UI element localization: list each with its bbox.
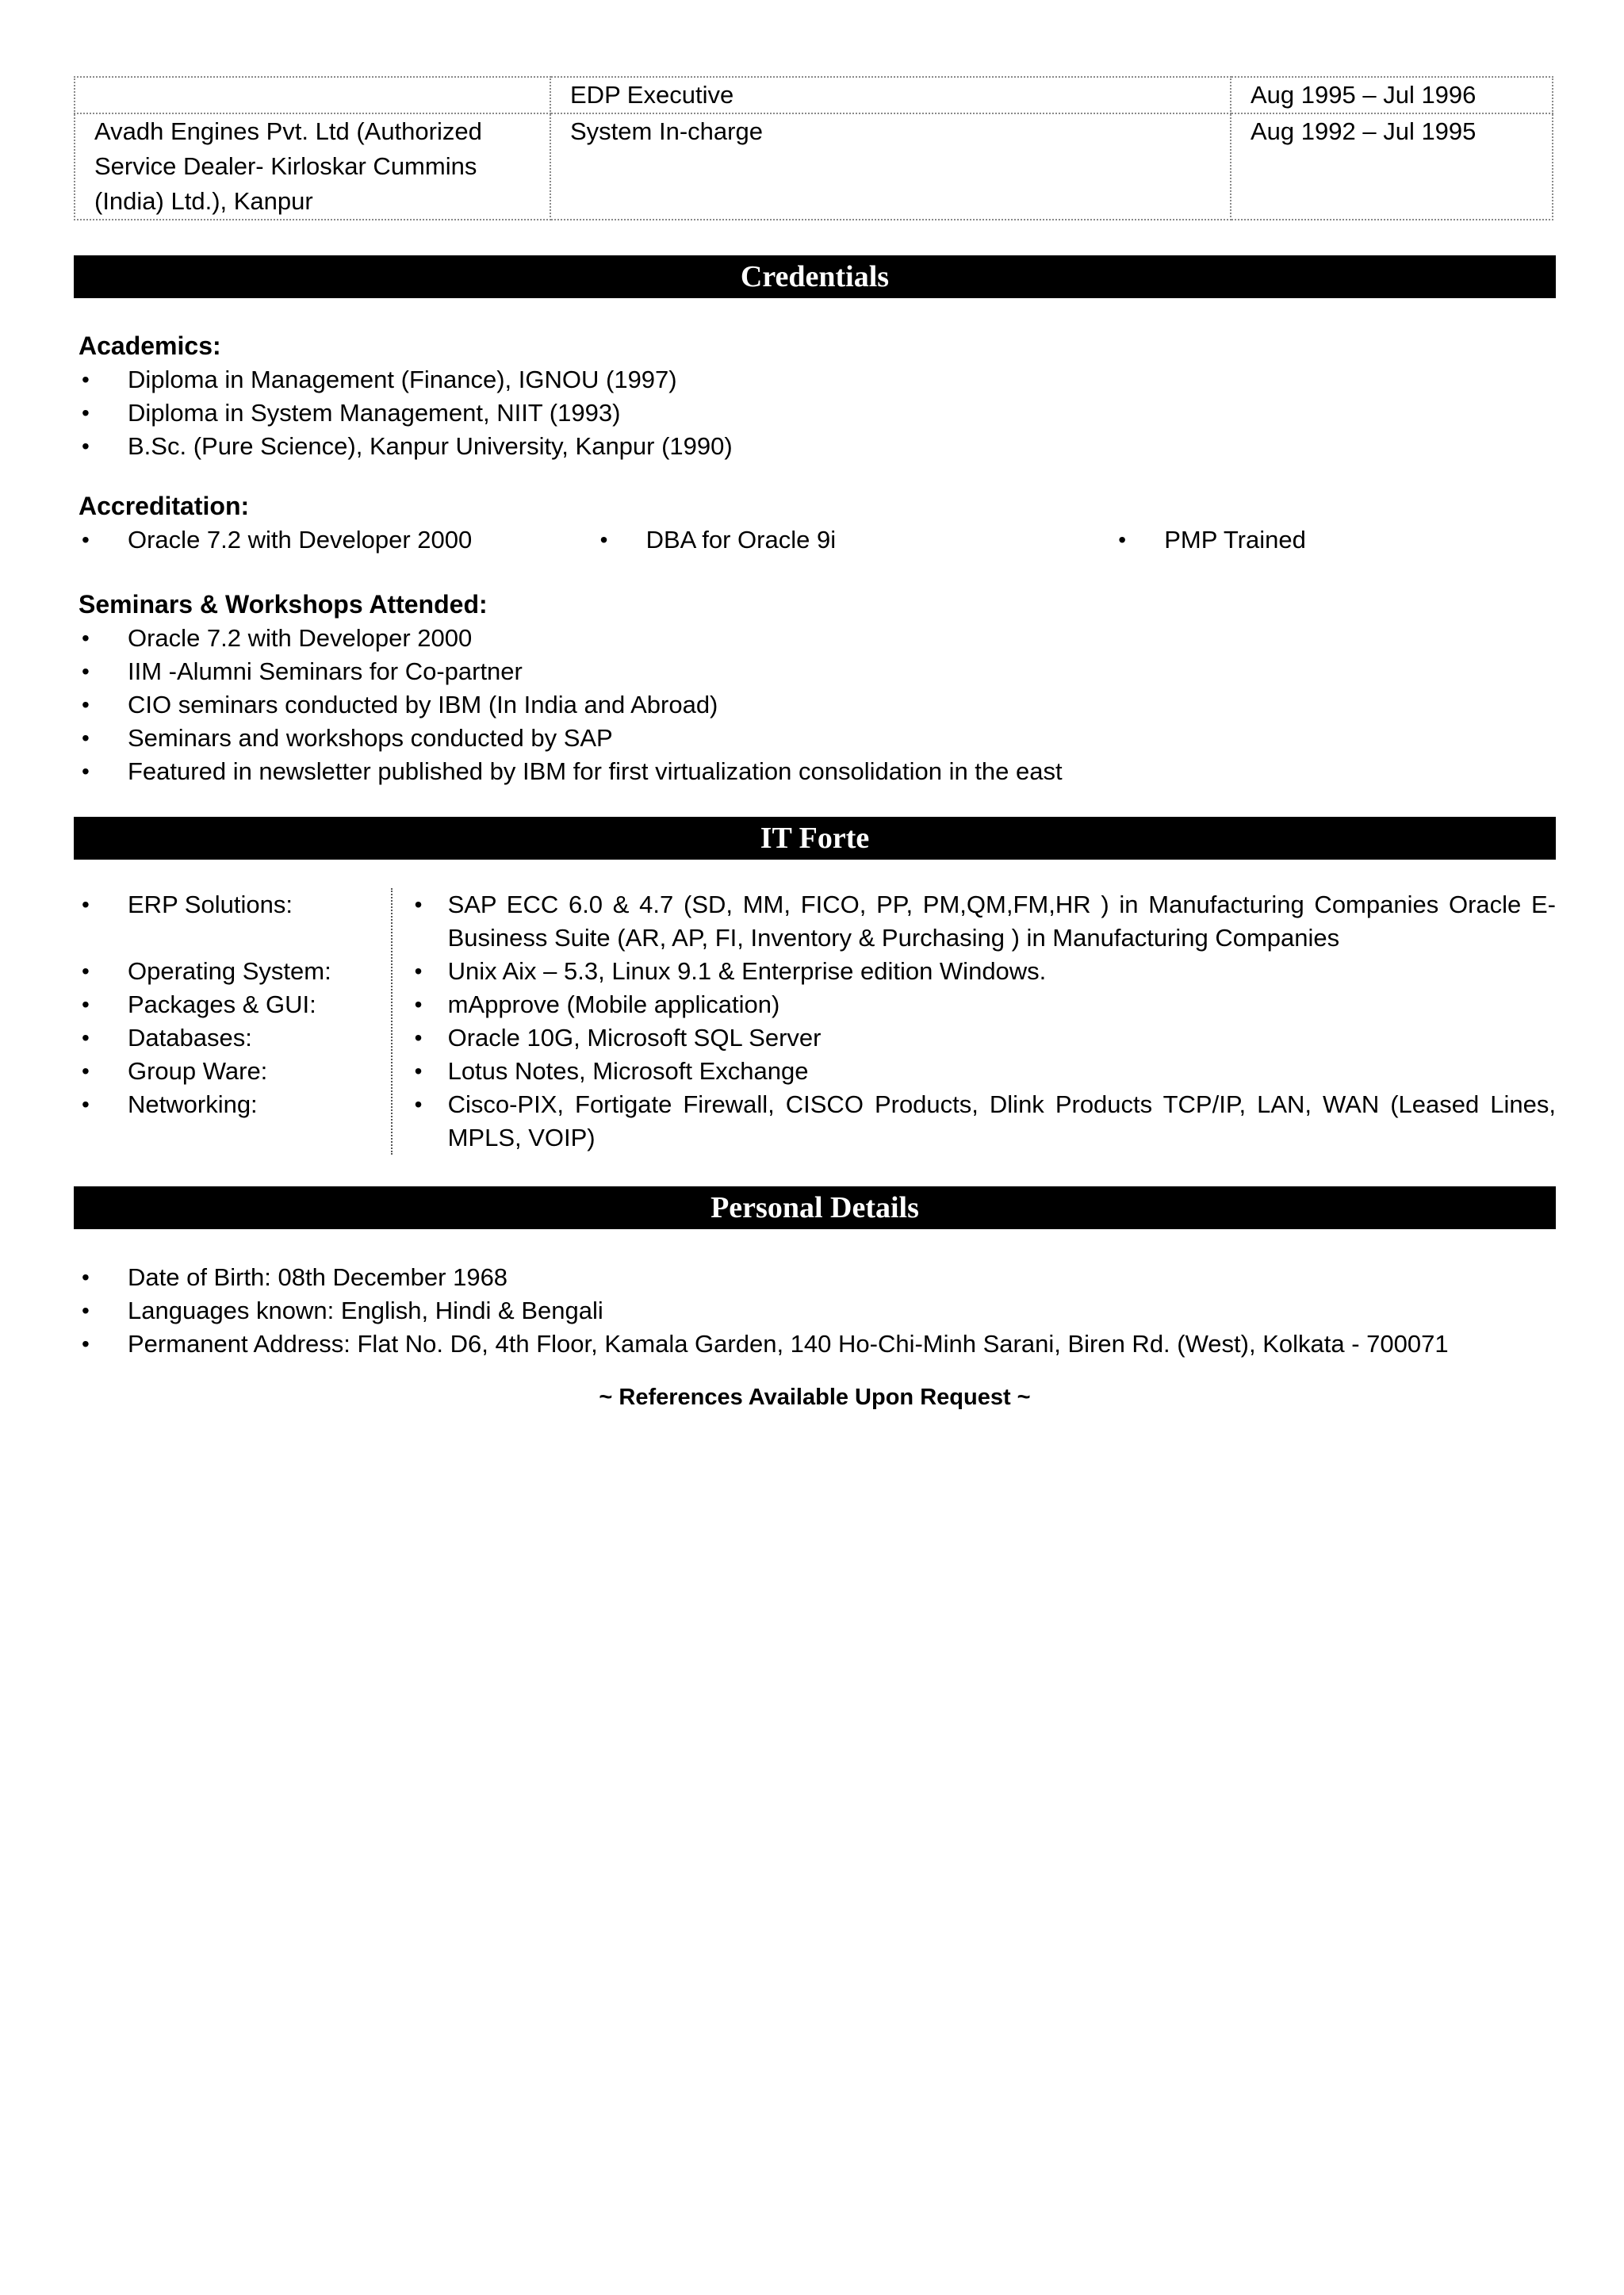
section-title-it-forte: IT Forte xyxy=(74,817,1556,860)
list-item: • Diploma in System Management, NIIT (1993) xyxy=(74,397,1556,430)
role-cell: EDP Executive xyxy=(550,77,1231,113)
academics-list xyxy=(74,363,1556,463)
skill-label: • Packages & GUI: xyxy=(74,988,391,1021)
list-item: • CIO seminars conducted by IBM (In India and Abroad) xyxy=(74,688,1556,722)
list-item: • Oracle 7.2 with Developer 2000 xyxy=(74,622,1556,655)
company-line: (India) Ltd.), Kanpur xyxy=(94,187,313,215)
list-item: • Date of Birth: 08th December 1968 xyxy=(74,1261,1556,1294)
accreditation-heading: Accreditation: xyxy=(79,492,250,520)
company-cell xyxy=(75,113,550,220)
skill-label: • Networking: xyxy=(74,1088,391,1121)
section-title-personal-details: Personal Details xyxy=(74,1186,1556,1229)
skill-value: • Oracle 10G, Microsoft SQL Server xyxy=(397,1021,1556,1055)
references-note: ~ References Available Upon Request ~ xyxy=(599,1385,1031,1410)
list-item: • Oracle 7.2 with Developer 2000 xyxy=(74,523,592,557)
company-line: Avadh Engines Pvt. Ltd (Authorized xyxy=(94,117,482,145)
it-forte-values xyxy=(393,888,1556,1155)
company-line: Service Dealer- Kirloskar Cummins xyxy=(94,152,477,180)
list-item: • Seminars and workshops conducted by SAP xyxy=(74,722,1556,755)
list-item: • DBA for Oracle 9i xyxy=(592,523,1111,557)
skill-value: • SAP ECC 6.0 & 4.7 (SD, MM, FICO, PP, PM,QM,FM,HR ) in Manufacturing Companies Oracle E-Business Suite (AR, AP, FI, Inventory & Purchasing ) in Manufacturing Companies xyxy=(397,888,1556,955)
list-item: • PMP Trained xyxy=(1110,523,1556,557)
period-cell: Aug 1995 – Jul 1996 xyxy=(1231,77,1553,113)
skill-label: • Group Ware: xyxy=(74,1055,391,1088)
list-item: • Featured in newsletter published by IBM for first virtualization consolidation in the east xyxy=(74,755,1556,788)
resume-page xyxy=(74,76,1556,1413)
list-item: • B.Sc. (Pure Science), Kanpur University, Kanpur (1990) xyxy=(74,430,1556,463)
skill-label: • Operating System: xyxy=(74,955,391,988)
company-cell xyxy=(75,77,550,113)
personal-details-list xyxy=(74,1261,1556,1361)
seminars-list xyxy=(74,622,1556,788)
period-cell: Aug 1992 – Jul 1995 xyxy=(1231,113,1553,220)
list-item: • Permanent Address: Flat No. D6, 4th Floor, Kamala Garden, 140 Ho-Chi-Minh Sarani, Biren Rd. (West), Kolkata - 700071 xyxy=(74,1328,1556,1361)
it-forte-grid xyxy=(74,888,1556,1155)
academics-heading: Academics: xyxy=(79,331,221,360)
section-title-credentials: Credentials xyxy=(74,255,1556,298)
skill-label: • Databases: xyxy=(74,1021,391,1055)
role-cell: System In-charge xyxy=(550,113,1231,220)
list-item: • Languages known: English, Hindi & Bengali xyxy=(74,1294,1556,1328)
skill-value: • mApprove (Mobile application) xyxy=(397,988,1556,1021)
it-forte-labels xyxy=(74,888,393,1155)
list-item: • Diploma in Management (Finance), IGNOU (1997) xyxy=(74,363,1556,397)
skill-value: • Lotus Notes, Microsoft Exchange xyxy=(397,1055,1556,1088)
skill-value: • Cisco-PIX, Fortigate Firewall, CISCO Products, Dlink Products TCP/IP, LAN, WAN (Leased Lines, MPLS, VOIP) xyxy=(397,1088,1556,1155)
table-row xyxy=(75,113,1553,220)
seminars-heading: Seminars & Workshops Attended: xyxy=(79,590,488,619)
table-row xyxy=(75,77,1553,113)
experience-table xyxy=(74,76,1553,220)
list-item: • IIM -Alumni Seminars for Co-partner xyxy=(74,655,1556,688)
skill-value: • Unix Aix – 5.3, Linux 9.1 & Enterprise edition Windows. xyxy=(397,955,1556,988)
skill-label: • ERP Solutions: xyxy=(74,888,391,921)
accreditation-list xyxy=(74,523,1556,557)
